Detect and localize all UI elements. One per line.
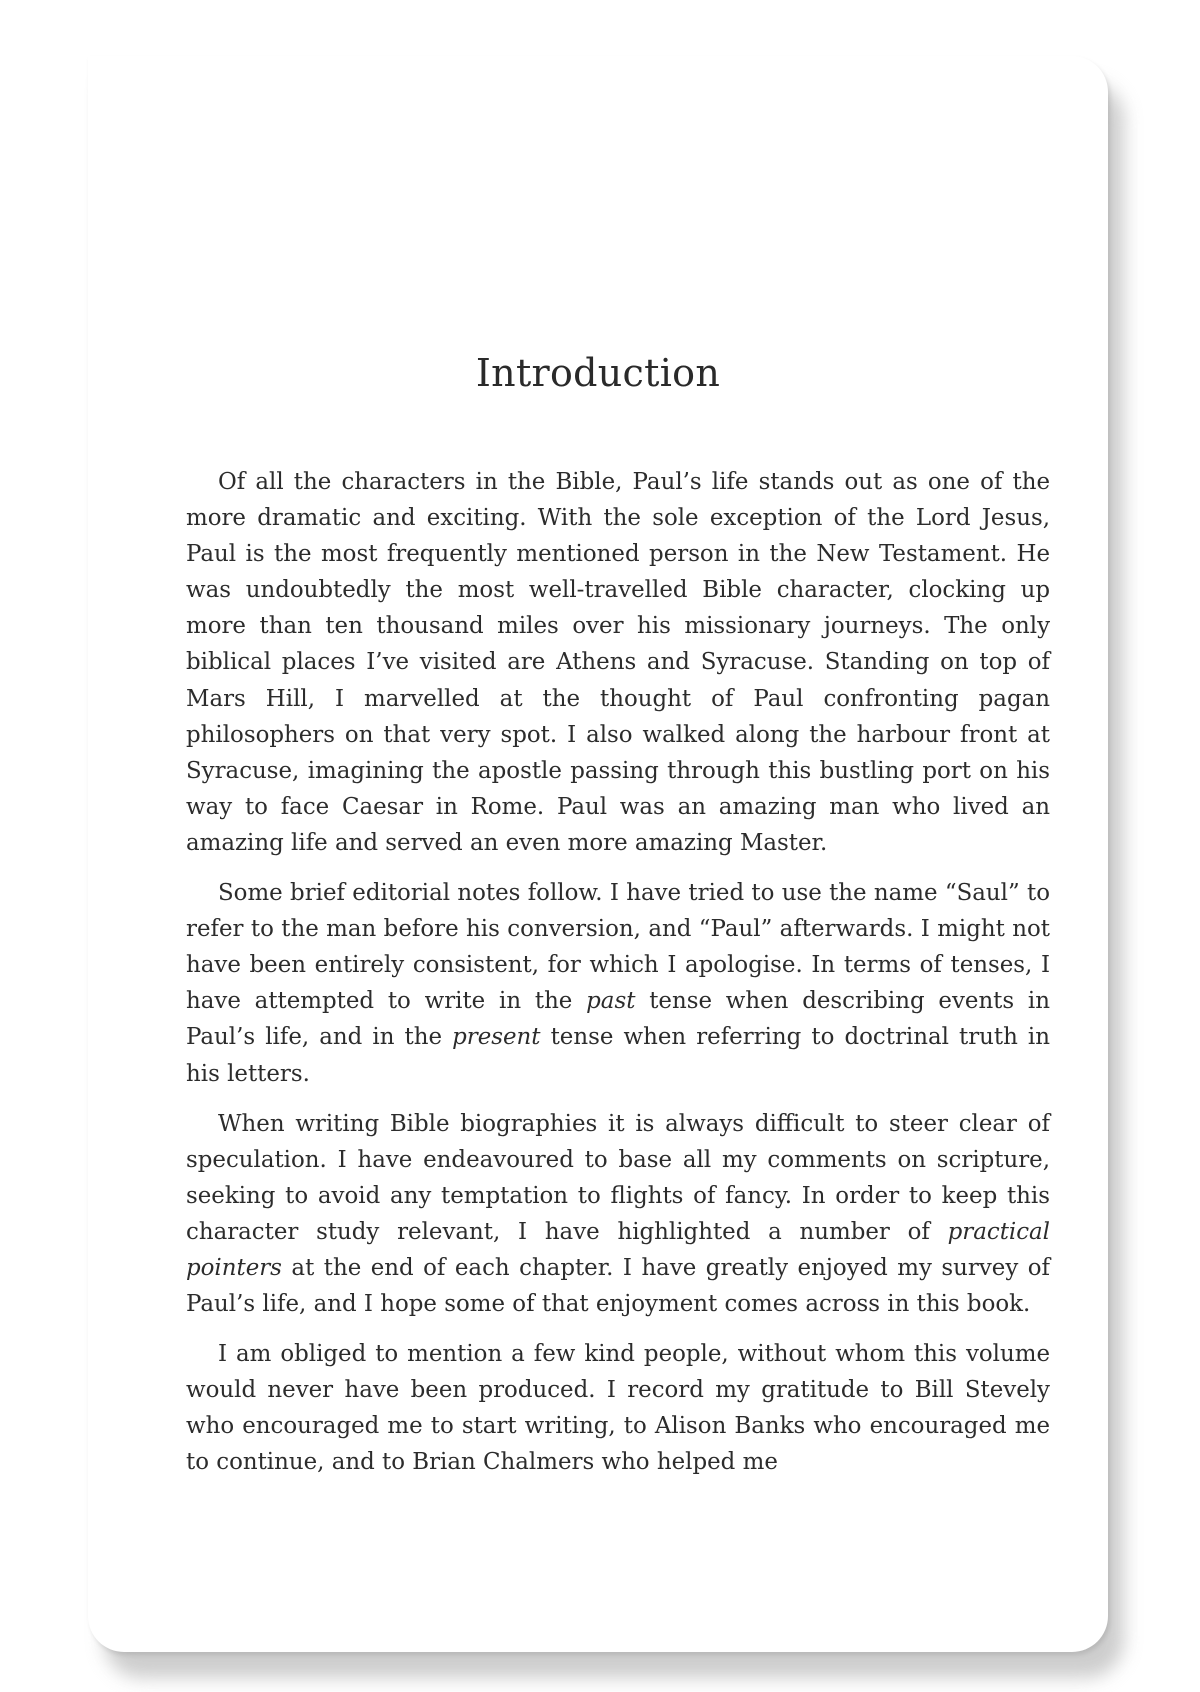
italic-text: past — [586, 988, 636, 1015]
italic-text: practical pointers — [186, 1218, 1050, 1281]
paragraph-text: tense when describing events in Paul’s life, and in the — [186, 988, 1050, 1051]
paragraph-text: Some brief editorial notes follow. I have tried to use the name “Saul” to refer to the man before his conversion, and “Paul” afterwards. I might not have been entirely consistent, for which I apologise. In terms of tenses, I have attempted to write in the — [186, 880, 1050, 1015]
body-paragraph — [186, 464, 1050, 861]
book-page — [88, 56, 1108, 1652]
paragraph-text: When writing Bible biographies it is always difficult to steer clear of speculation. I have endeavoured to base all my comments on scripture, seeking to avoid any temptation to flights of fancy. In order to keep this character study relevant, I have highlighted a number of — [186, 1110, 1050, 1245]
paragraph-text: Of all the characters in the Bible, Paul’s life stands out as one of the more dramatic and exciting. With the sole exception of the Lord Jesus, Paul is the most frequently mentioned person in the New Testament. He was undoubtedly the most well-travelled Bible character, clocking up more than ten thousand miles over his missionary journeys. The only biblical places I’ve visited are Athens and Syracuse. Standing on top of Mars Hill, I marvelled at the thought of Paul confronting pagan philosophers on that very spot. I also walked along the harbour front at Syracuse, imagining the apostle passing through this bustling port on his way to face Caesar in Rome. Paul was an amazing man who lived an amazing life and served an even more amazing Master. — [186, 469, 1050, 856]
italic-text: present — [452, 1024, 541, 1051]
paragraph-text: tense when referring to doctrinal truth in his letters. — [186, 1024, 1050, 1087]
paragraph-text: I am obliged to mention a few kind people, without whom this volume would never have been produced. I record my gratitude to Bill Stevely who encouraged me to start writing, to Alison Banks who encouraged me to continue, and to Brian Chalmers who helped me — [186, 1341, 1050, 1476]
chapter-heading: Introduction — [475, 351, 721, 395]
body-text — [186, 464, 1050, 1481]
body-paragraph — [186, 1106, 1050, 1323]
body-paragraph — [186, 875, 1050, 1092]
body-paragraph — [186, 1336, 1050, 1480]
paragraph-text: at the end of each chapter. I have greatly enjoyed my survey of Paul’s life, and I hope some of that enjoyment comes across in this book. — [186, 1254, 1050, 1318]
